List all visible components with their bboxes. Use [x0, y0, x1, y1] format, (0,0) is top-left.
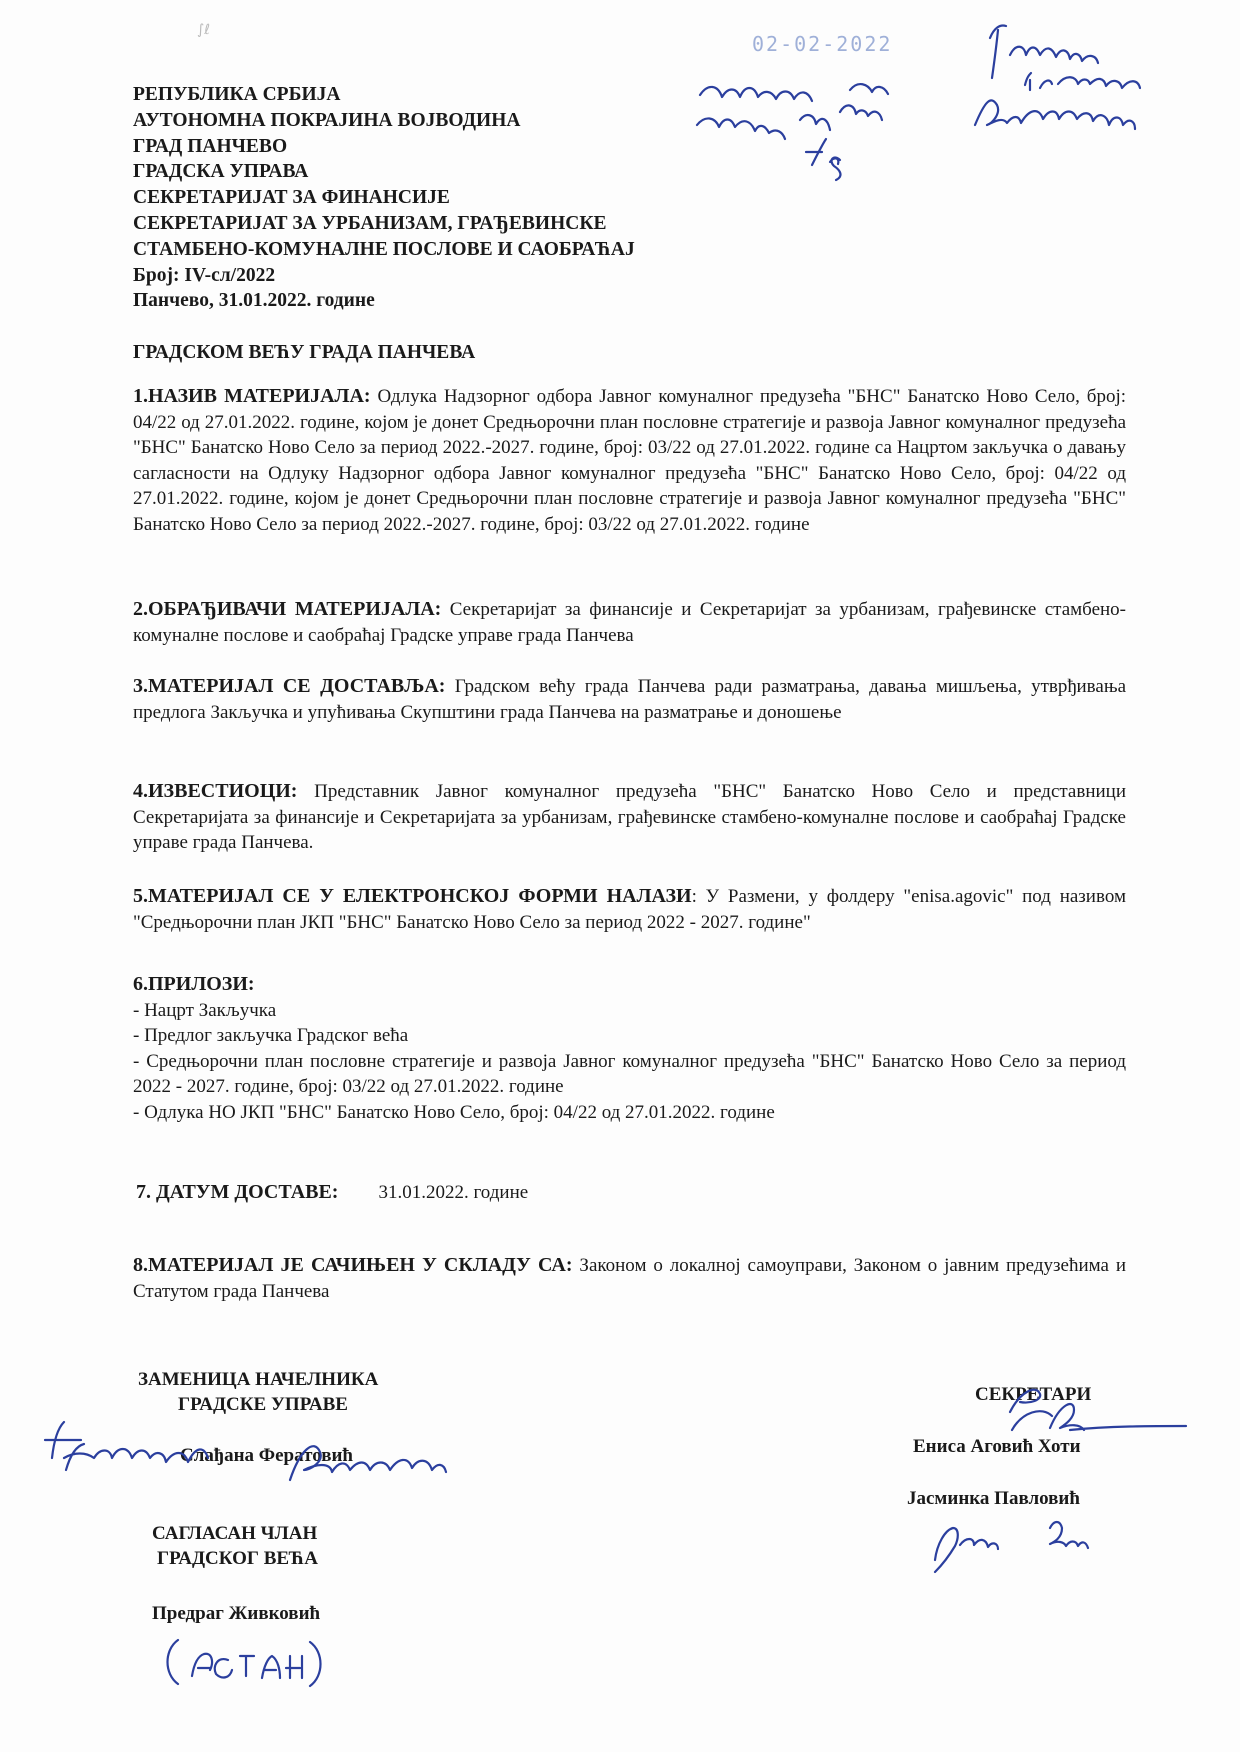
handwritten-note-received — [1025, 73, 1140, 90]
section-text: Одлука Надзорног одбора Јавног комуналног предузећа "БНС" Банатско Ново Село, број: 04/22 од 27.01.2022. године, којом је донет Средњорочни план пословне стратегије и развоја Јавног комуналног предузећа "БНС" Банатско Ново Село за период 2022.-2027. године, број: 03/22 од 27.01.2022. године са Нацртом закључка о давању сагласности на Одлуку Надзорног одбора Јавног комуналног предузећа "БНС" Банатско Ново Село, број: 04/22 од 27.01.2022. године, којом је донет Средњорочни план пословне стратегије и развоја Јавног комуналног предузећа "БНС" Банатско Ново Село за период 2022.-2027. године, број: 03/22 од 27.01.2022. године — [133, 386, 1127, 535]
section-text: Представник Јавног комуналног предузећа "БНС" Банатско Ново Село и представници Секретаријата за финансије и Секретаријата за урбанизам, грађевинске стамбено-комуналне послове и саобраћај Градске управе града Панчева. — [133, 781, 1127, 853]
handwritten-note-initials — [806, 139, 840, 180]
handwritten-note-delivery — [697, 105, 882, 139]
section-reporters — [133, 779, 1126, 856]
section-text: Градском већу града Панчева ради разматрања, давања мишљења, утврђивања предлога Закључка и упућивања Скупштини града Панчева на разматрање и доношење — [133, 676, 1127, 723]
recipient: ГРАДСКОМ ВЕЋУ ГРАДА ПАНЧЕВА — [133, 342, 476, 363]
section-legal-basis — [133, 1253, 1126, 1304]
header-line: СЕКРЕТАРИЈАТ ЗА ФИНАНСИЈЕ — [133, 187, 450, 209]
document-header — [133, 82, 635, 314]
section-delivered-to — [133, 674, 1126, 725]
secretary-2-signature — [935, 1522, 1088, 1572]
list-item: - Одлука НО ЈКП "БНС" Банатско Ново Село, број: 04/22 од 27.01.2022. године — [133, 1101, 775, 1123]
received-date-stamp: 02-02-2022 — [752, 32, 893, 56]
section-heading: 3.МАТЕРИЈАЛ СЕ ДОСТАВЉА: — [133, 675, 446, 697]
section-processors — [133, 597, 1126, 648]
list-item: - Предлог закључка Градског већа — [133, 1025, 409, 1046]
section-text: Секретаријат за финансије и Секретаријат за урбанизам, грађевинске стамбено-комуналне послове и саобраћај Градске управе града Панчева — [133, 599, 1126, 646]
member-signature — [168, 1640, 321, 1686]
handwritten-note-received — [990, 26, 1098, 79]
list-item: - Средњорочни план пословне стратегије и развоја Јавног комуналног предузећа "БНС" Банатско Ново Село за период 2022 - 2027. године, број: 03/22 од 27.01.2022. године — [133, 1050, 1126, 1097]
document-date: Панчево, 31.01.2022. године — [133, 290, 375, 312]
council-member-name: Предраг Живковић — [152, 1603, 321, 1624]
header-line: ГРАДСКА УПРАВА — [133, 161, 309, 183]
deputy-title-line: ЗАМЕНИЦА НАЧЕЛНИКА — [138, 1369, 379, 1390]
document-number: Број: IV-сл/2022 — [133, 264, 276, 286]
section-heading: 6.ПРИЛОЗИ: — [133, 973, 255, 995]
council-member-title — [152, 1521, 318, 1571]
section-heading: 4.ИЗВЕСТИОЦИ: — [133, 780, 298, 802]
section-heading: 5.МАТЕРИЈАЛ СЕ У ЕЛЕКТРОНСКОЈ ФОРМИ НАЛАЗИ — [133, 885, 692, 907]
header-line: ГРАД ПАНЧЕВО — [133, 135, 288, 157]
member-title-line: ГРАДСКОГ ВЕЋА — [157, 1548, 318, 1569]
header-line: СЕКРЕТАРИЈАТ ЗА УРБАНИЗАМ, ГРАЂЕВИНСКЕ — [133, 212, 607, 234]
deputy-title — [138, 1367, 378, 1417]
list-item: - Нацрт Закључка — [133, 999, 277, 1021]
section-attachments — [133, 972, 1126, 1125]
handwritten-note-signature — [975, 100, 1135, 129]
secretary-name-2: Јасминка Павловић — [907, 1488, 1080, 1509]
deputy-title-line: ГРАДСКЕ УПРАВЕ — [178, 1394, 348, 1415]
section-heading: 8.МАТЕРИЈАЛ ЈЕ САЧИЊЕН У СКЛАДУ СА: — [133, 1254, 573, 1276]
member-title-line: САГЛАСАН ЧЛАН — [152, 1523, 318, 1544]
section-heading: 2.ОБРАЂИВАЧИ МАТЕРИЈАЛА: — [133, 598, 442, 620]
section-text: Законом о локалној самоуправи, Законом о јавним предузећима и Статутом града Панчева — [133, 1255, 1126, 1302]
section-delivery-date — [136, 1181, 528, 1204]
deputy-name: Слађана Фератовић — [180, 1445, 353, 1466]
secretaries-title: СЕКРЕТАРИ — [975, 1384, 1092, 1405]
section-electronic-location — [133, 884, 1126, 935]
secretary-name-1: Ениса Аговић Хоти — [913, 1436, 1081, 1457]
section-text: : У Размени, у фолдеру "enisa.agovic" под називом "Средњорочни план ЈКП "БНС" Банатско Ново Село за период 2022 - 2027. године" — [133, 886, 1126, 933]
scan-mark: ∫ℓ — [197, 22, 211, 38]
section-heading: 7. ДАТУМ ДОСТАВЕ: — [136, 1181, 339, 1203]
section-material-name — [133, 384, 1126, 537]
delivery-date-value: 31.01.2022. године — [378, 1182, 529, 1203]
header-line: АУТОНОМНА ПОКРАЈИНА ВОЈВОДИНА — [133, 109, 521, 131]
header-line: СТАМБЕНО-КОМУНАЛНЕ ПОСЛОВЕ И САОБРАЋАЈ — [133, 238, 635, 260]
header-line: РЕПУБЛИКА СРБИЈА — [133, 84, 341, 105]
handwritten-note-delivery — [700, 84, 888, 101]
section-heading: 1.НАЗИВ МАТЕРИЈАЛА: — [133, 385, 371, 407]
